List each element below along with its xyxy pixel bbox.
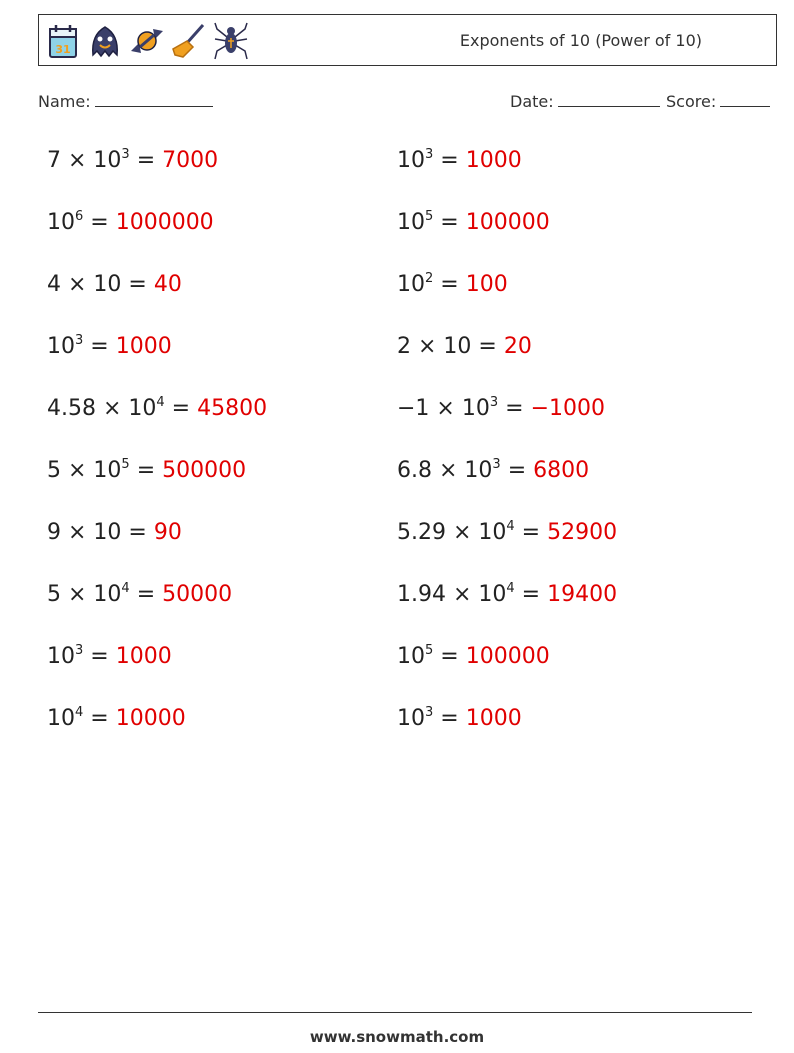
problem-coefficient: 2 × [397,334,444,359]
problem-base: 10 [47,334,75,359]
ghost-icon [87,21,123,61]
header-icons [45,20,249,62]
date-blank[interactable] [558,92,660,107]
problem-exponent: 3 [492,457,501,472]
problem-exponent: 3 [75,333,84,348]
problem-coefficient: 1.94 × [397,582,479,607]
calendar-icon [45,21,81,61]
worksheet-header [38,14,777,66]
problem-exponent: 2 [425,271,434,286]
problem-equals: = [121,520,154,545]
problem-base: 10 [397,706,425,731]
problem-equals: = [164,396,198,421]
problem-exponent: 4 [506,581,515,596]
problem-exponent: 3 [75,643,84,658]
problem-item [397,148,522,173]
problem-exponent: 4 [156,395,165,410]
problem-equals: = [433,210,466,235]
problem-equals: = [83,210,116,235]
problem-answer: 100000 [465,210,550,235]
problem-item [47,272,182,297]
problem-item [47,706,186,731]
problem-equals: = [83,706,116,731]
problem-base: 10 [478,520,507,545]
problem-equals: = [498,396,531,421]
problem-base: 10 [93,148,122,173]
problem-base: 10 [464,458,493,483]
problem-answer: 100000 [465,644,550,669]
problem-base: 10 [93,272,122,297]
problem-item [47,334,172,359]
problem-equals: = [514,520,548,545]
problem-exponent: 5 [425,643,434,658]
problem-answer: 1000 [465,148,522,173]
problem-equals: = [83,644,116,669]
problem-exponent: 3 [121,147,130,162]
problem-answer: 50000 [162,582,233,607]
date-label: Date: [510,92,554,111]
problem-answer: 52900 [547,520,618,545]
problem-item [397,334,532,359]
problem-item [47,582,232,607]
problem-base: 10 [93,458,122,483]
problem-base: 10 [478,582,507,607]
problem-item [397,458,589,483]
problem-exponent: 4 [506,519,515,534]
problem-equals: = [500,458,534,483]
problem-equals: = [129,582,163,607]
problem-exponent: 3 [425,147,434,162]
problem-equals: = [83,334,116,359]
score-label: Score: [666,92,717,111]
date-field[interactable] [510,92,660,111]
problem-answer: 45800 [197,396,268,421]
problem-answer: 6800 [533,458,590,483]
problem-item [397,210,550,235]
problem-base: 10 [461,396,490,421]
problem-base: 10 [47,644,75,669]
problem-base: 10 [93,582,122,607]
problem-item [397,706,522,731]
name-blank[interactable] [95,92,213,107]
candy-icon [129,21,165,61]
problem-equals: = [433,644,466,669]
problem-answer: 40 [153,272,182,297]
problem-exponent: 4 [121,581,130,596]
problem-base: 10 [443,334,472,359]
problem-answer: 100 [465,272,508,297]
problem-equals: = [433,148,466,173]
problem-equals: = [129,148,163,173]
problem-equals: = [129,458,163,483]
problem-answer: 19400 [547,582,618,607]
problem-exponent: 3 [425,705,434,720]
problem-equals: = [121,272,154,297]
problem-exponent: 6 [75,209,84,224]
spider-icon [213,21,249,61]
problem-base: 10 [397,148,425,173]
problem-answer: 7000 [162,148,219,173]
problem-item [397,520,617,545]
problem-base: 10 [47,706,75,731]
name-field[interactable] [38,92,213,111]
problem-coefficient: 4.58 × [47,396,129,421]
problem-item [47,210,214,235]
problem-answer: 10000 [115,706,186,731]
name-label: Name: [38,92,91,111]
problem-base: 10 [47,210,75,235]
problem-base: 10 [93,520,122,545]
problem-coefficient: 5 × [47,582,94,607]
problem-answer: 500000 [162,458,247,483]
problem-answer: 1000000 [115,210,214,235]
problem-equals: = [471,334,504,359]
footer-site: www.snowmath.com [309,1028,485,1046]
problem-coefficient: 4 × [47,272,94,297]
calendar-day-text: 31 [55,43,71,56]
problem-coefficient: 9 × [47,520,94,545]
problem-exponent: 5 [121,457,130,472]
footer-divider [38,1012,752,1013]
problem-base: 10 [397,272,425,297]
problem-answer: 1000 [465,706,522,731]
problem-item [47,148,218,173]
problem-item [397,582,617,607]
problem-equals: = [433,272,466,297]
worksheet-title: Exponents of 10 (Power of 10) [459,31,702,50]
problem-item [47,458,246,483]
problem-equals: = [433,706,466,731]
score-field[interactable] [666,92,770,111]
problem-base: 10 [128,396,157,421]
problem-item [397,396,605,421]
problem-item [47,644,172,669]
problem-coefficient: 5 × [47,458,94,483]
problem-answer: 20 [503,334,532,359]
problem-item [47,520,182,545]
problem-item [397,272,508,297]
problem-base: 10 [397,644,425,669]
problem-coefficient: 7 × [47,148,94,173]
problem-answer: 1000 [115,644,172,669]
problem-exponent: 4 [75,705,84,720]
problem-answer: −1000 [530,396,605,421]
score-blank[interactable] [720,92,770,107]
problem-coefficient: 5.29 × [397,520,479,545]
problem-coefficient: 6.8 × [397,458,465,483]
problem-answer: 1000 [115,334,172,359]
problem-exponent: 5 [425,209,434,224]
problem-item [397,644,550,669]
problem-base: 10 [397,210,425,235]
problem-coefficient: −1 × [397,396,462,421]
problem-equals: = [514,582,548,607]
broom-icon [171,21,207,61]
problem-answer: 90 [153,520,182,545]
problem-item [47,396,267,421]
problem-exponent: 3 [489,395,499,410]
